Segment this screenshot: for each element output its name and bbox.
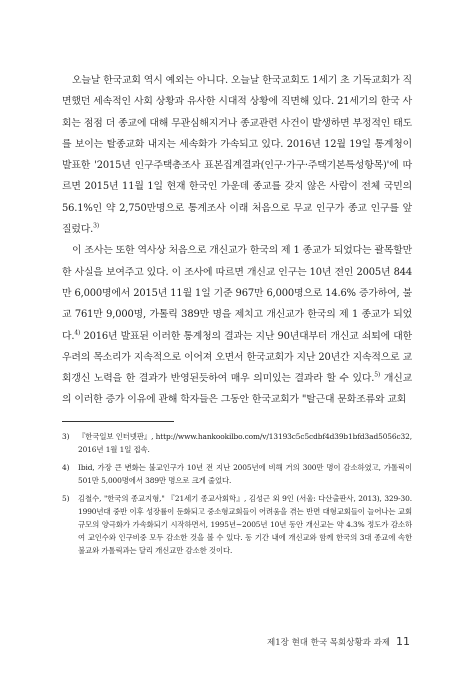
footnote-list — [62, 430, 412, 557]
paragraph-2 — [62, 240, 412, 410]
footnote-text: Ibid, 가장 큰 변화는 불교인구가 10년 전 지난 2005년에 비해 거의 300만 명이 감소하였고, 가톨릭이 501만 5,000명에서 389만 명으로 크게 줄었다. — [78, 462, 412, 485]
paragraph-2-text-a: 이 조사는 또한 역사상 처음으로 개신교가 한국의 제 1 종교가 되었다는 괄목할만한 사실을 보여주고 있다. 이 조사에 따르면 개신교 인구는 10년 전인 2005년 844만 6,000명에서 2015년 11월 1일 기준 967만 6,000명으로 14.6% 증가하여, 불교 761만 9,000명, 가톨릭 389만 명을 제치고 개신교가 한국의 제 1 종교가 되었다. — [62, 245, 412, 342]
footnote-number: 3) — [62, 431, 70, 441]
footnote-ref-3[interactable]: 3) — [93, 222, 100, 230]
paragraph-2-text-c: 개신교의 이러한 증가 이유에 관해 학자들은 그동안 한국교회가 "탈근대 문화조류와 교회 — [62, 373, 412, 406]
footnote-number: 4) — [62, 462, 70, 472]
page-footer — [267, 635, 410, 648]
running-chapter-title: 제1장 현대 한국 목회상황과 과제 — [267, 638, 390, 648]
footnote-ref-4[interactable]: 4) — [74, 329, 81, 337]
footnote-ref-5[interactable]: 5) — [374, 371, 381, 379]
footnote-text: 『한국일보 인터넷판』, http://www.hankookilbo.com/v/13193c5c5cdbf4d39b1bfd3ad5056c32, 2016년 1월 1일 접속. — [78, 431, 412, 454]
footnote-text: 김철수, "한국의 종교지형," 『21세기 종교사회학』, 김성근 외 9인 (서울: 다산출판사, 2013), 329-30. 1990년대 중반 이후 성장률이 둔화되고 중소형교회들이 어려움을 겪는 반면 대형교회들이 늘어나는 교회규모의 양극화가 가속화되기 시작하면서, 1995년~2005년 10년 동안 개신교는 약 4.3% 정도가 감소하여 교인수와 인구비중 모두 감소한 것을 볼 수 있다. 동 기간 내에 개신교와 함께 한국의 3대 종교에 속한 불교와 가톨릭과는 달리 개신교만 감소한 것이다. — [78, 493, 412, 555]
paragraph-1-text: 오늘날 한국교회 역시 예외는 아니다. 오늘날 한국교회도 1세기 초 기독교회가 직면했던 세속적인 사회 상황과 유사한 시대적 상황에 직면해 있다. 21세기의 한국 사회는 점점 더 종교에 대해 무관심해지거나 종교관련 사건이 발생하면 부정적인 태도를 보이는 탈종교화 내지는 세속화가 가속되고 있다. 2016년 12월 19일 통계청이 발표한 '2015년 인구주택총조사 표본집계결과(인구·가구·주택기본특성항목)'에 따르면 2015년 11월 1일 현재 한국인 가운데 종교를 갖지 않은 사람이 전체 국민의 56.1%인 약 2,750만명으로 통계조사 이래 처음으로 무교 인구가 종교 인구를 앞질렀다. — [62, 75, 412, 236]
page-body — [62, 70, 412, 562]
footnote-number: 5) — [62, 493, 70, 503]
page-number: 11 — [396, 635, 410, 648]
footnote-divider — [62, 421, 174, 422]
footnote-4 — [62, 461, 412, 487]
paragraph-1 — [62, 70, 412, 240]
footnote-5 — [62, 492, 412, 557]
paragraph-2-text-b: 2016년 발표된 이러한 통계청의 결과는 지난 90년대부터 개신교 쇠퇴에 대한 우려의 목소리가 지속적으로 이어져 오면서 한국교회가 지난 20년간 지속적으로 교회갱신 노력을 한 결과가 반영된듯하여 매우 의미있는 결과라 할 수 있다. — [62, 330, 412, 385]
footnote-3 — [62, 430, 412, 456]
